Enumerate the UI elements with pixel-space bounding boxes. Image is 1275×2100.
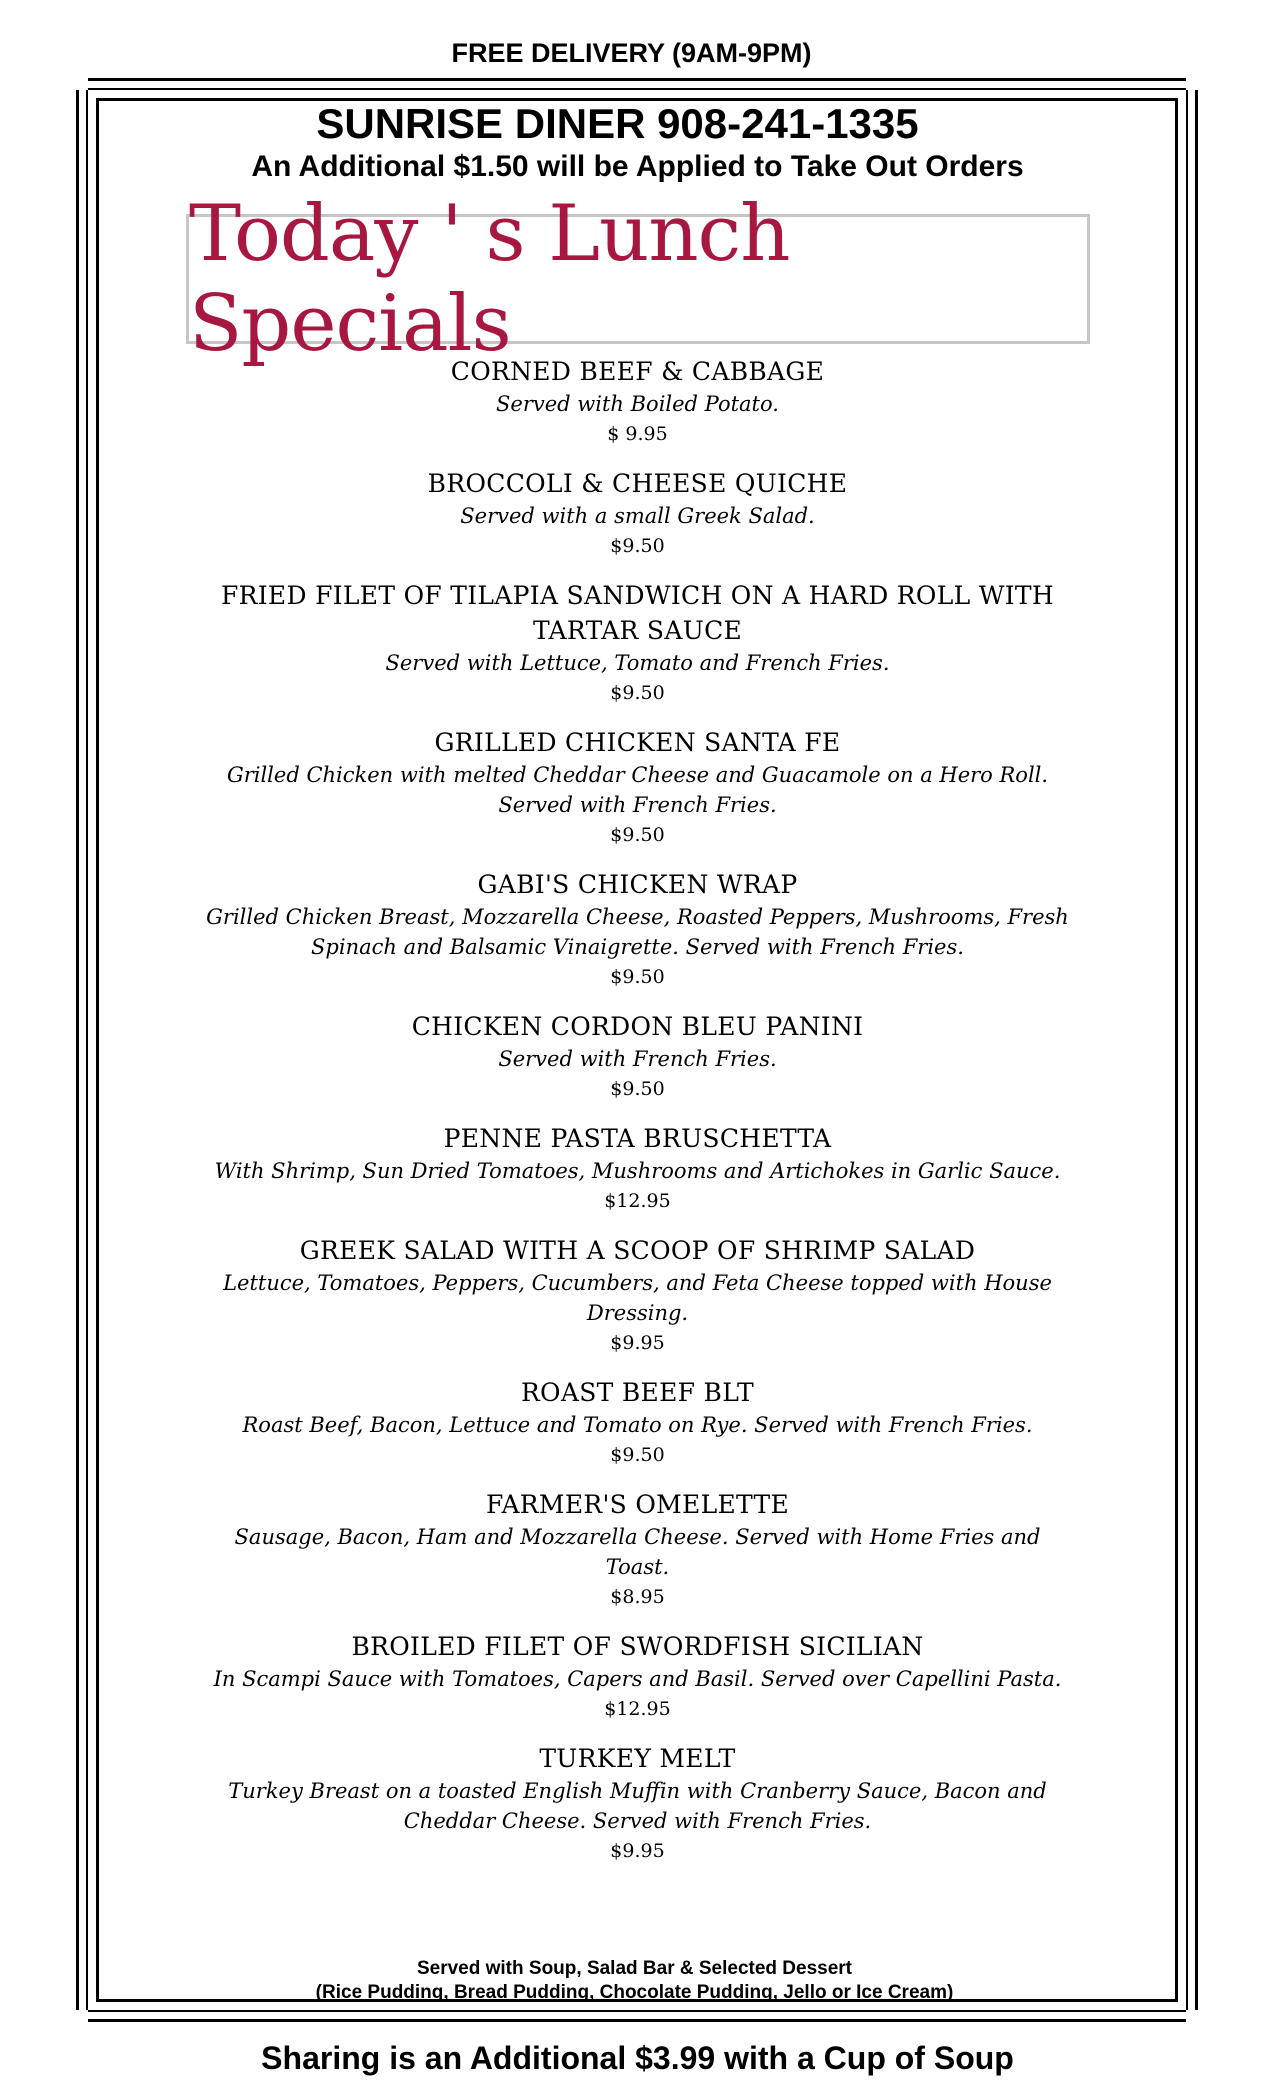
menu-item-price: $12.95 (604, 1698, 671, 1720)
menu-item (200, 867, 1075, 992)
menu-item-price: $9.50 (610, 1444, 665, 1466)
menu-item (200, 1629, 1075, 1724)
menu-item-name: ROAST BEEF BLT (520, 1378, 755, 1407)
menu-item (200, 1009, 1075, 1104)
frame-corner-bottom-left (76, 2010, 88, 2022)
menu-item-description: Served with Lettuce, Tomato and French Fries. (385, 651, 890, 675)
title-box (186, 189, 1090, 369)
specials-list (200, 354, 1075, 1883)
menu-item (200, 1375, 1075, 1470)
menu-item (200, 354, 1075, 449)
menu-item-price: $9.50 (610, 824, 665, 846)
menu-item-description: Roast Beef, Bacon, Lettuce and Tomato on Rye. Served with French Fries. (242, 1413, 1033, 1437)
menu-item-description: With Shrimp, Sun Dried Tomatoes, Mushrooms and Artichokes in Garlic Sauce. (214, 1159, 1061, 1183)
menu-item-name: CHICKEN CORDON BLEU PANINI (411, 1012, 864, 1041)
dessert-options-note: (Rice Pudding, Bread Pudding, Chocolate Pudding, Jello or Ice Cream) (315, 1982, 954, 2003)
menu-item (200, 578, 1075, 708)
menu-item (200, 1741, 1075, 1866)
menu-item-description: Served with French Fries. (498, 1047, 777, 1071)
menu-item (200, 1233, 1075, 1358)
menu-item-name: GREEK SALAD WITH A SCOOP OF SHRIMP SALAD (299, 1236, 976, 1265)
menu-item-name: PENNE PASTA BRUSCHETTA (443, 1124, 832, 1153)
menu-item-name: BROILED FILET OF SWORDFISH SICILIAN (351, 1632, 924, 1661)
menu-item-price: $9.95 (610, 1332, 665, 1354)
menu-item-price: $12.95 (604, 1190, 671, 1212)
menu-item-description: Turkey Breast on a toasted English Muffin with Cranberry Sauce, Bacon and Cheddar Cheese. Served with French Fries. (228, 1779, 1047, 1833)
menu-item-name: GABI'S CHICKEN WRAP (477, 870, 798, 899)
menu-item-price: $9.50 (610, 966, 665, 988)
takeout-surcharge-note: An Additional $1.50 will be Applied to Take Out Orders (251, 150, 1024, 183)
menu-item-name: BROCCOLI & CHEESE QUICHE (427, 469, 848, 498)
menu-item-description: Grilled Chicken with melted Cheddar Cheese and Guacamole on a Hero Roll. Served with French Fries. (226, 763, 1049, 817)
menu-item-name: GRILLED CHICKEN SANTA FE (434, 728, 841, 757)
menu-item-description: Sausage, Bacon, Ham and Mozzarella Cheese. Served with Home Fries and Toast. (234, 1525, 1041, 1579)
menu-item-description: Served with Boiled Potato. (496, 392, 779, 416)
menu-item-name: FRIED FILET OF TILAPIA SANDWICH ON A HARD ROLL WITH TARTAR SAUCE (220, 581, 1055, 645)
menu-item-description: Served with a small Greek Salad. (460, 504, 815, 528)
served-with-note: Served with Soup, Salad Bar & Selected Dessert (416, 1958, 853, 1979)
frame-corner-top-left (76, 78, 88, 90)
menu-item-name: TURKEY MELT (539, 1744, 736, 1773)
menu-item-price: $9.95 (610, 1840, 665, 1862)
menu-item-price: $8.95 (610, 1586, 665, 1608)
menu-item (200, 725, 1075, 850)
sharing-charge-note: Sharing is an Additional $3.99 with a Cup of Soup (261, 2040, 1014, 2076)
free-delivery-note: FREE DELIVERY (9AM-9PM) (451, 38, 812, 68)
menu-item (200, 1121, 1075, 1216)
menu-item (200, 1487, 1075, 1612)
menu-item (200, 466, 1075, 561)
page-title: Today ' s Lunch Specials (189, 189, 790, 369)
menu-item-name: FARMER'S OMELETTE (485, 1490, 790, 1519)
frame-corner-top-right (1186, 78, 1198, 90)
menu-item-price: $ 9.95 (607, 423, 668, 445)
menu-item-price: $9.50 (610, 535, 665, 557)
menu-item-name: CORNED BEEF & CABBAGE (450, 357, 825, 386)
menu-item-description: Lettuce, Tomatoes, Peppers, Cucumbers, and Feta Cheese topped with House Dressing. (223, 1271, 1052, 1325)
menu-item-price: $9.50 (610, 682, 665, 704)
menu-item-price: $9.50 (610, 1078, 665, 1100)
restaurant-name-phone: SUNRISE DINER 908-241-1335 (316, 100, 919, 147)
menu-item-description: In Scampi Sauce with Tomatoes, Capers and Basil. Served over Capellini Pasta. (213, 1667, 1062, 1691)
frame-corner-bottom-right (1186, 2010, 1198, 2022)
menu-item-description: Grilled Chicken Breast, Mozzarella Cheese, Roasted Peppers, Mushrooms, Fresh Spinach and Balsamic Vinaigrette. Served with French Fries. (206, 905, 1069, 959)
